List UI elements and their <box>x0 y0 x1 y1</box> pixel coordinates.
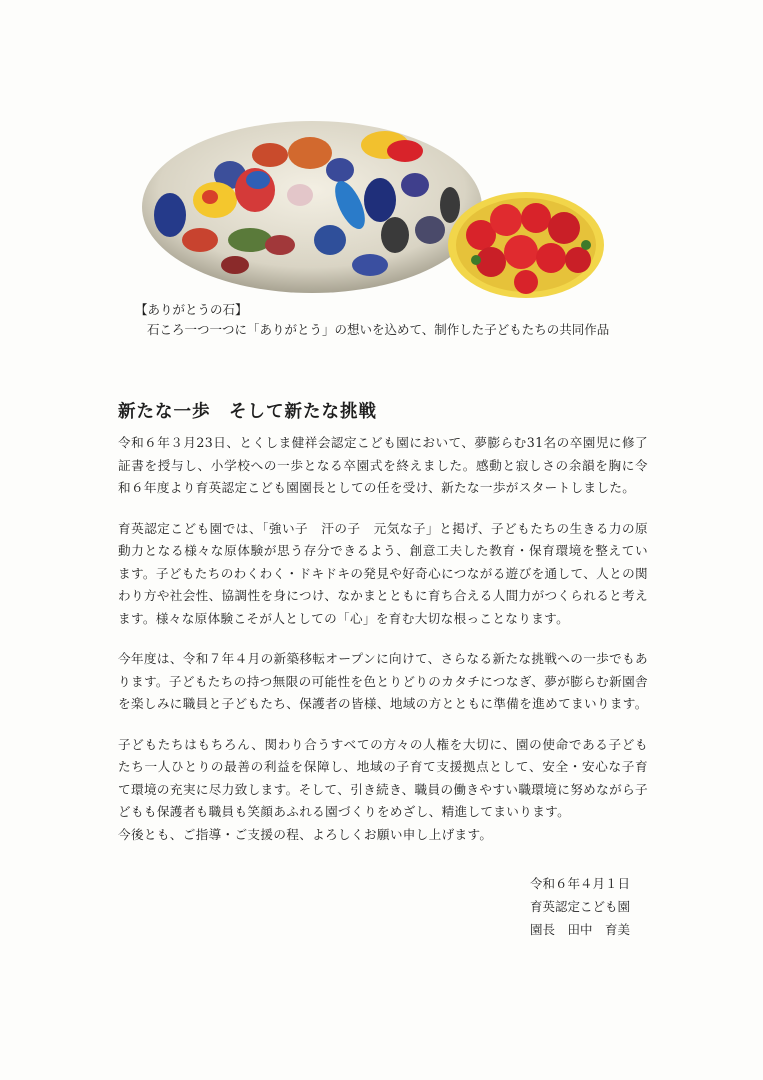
paragraph-5: 今後とも、ご指導・ご支援の程、よろしくお願い申し上げます。 <box>118 826 493 842</box>
page-title: 新たな一歩 そして新たな挑戦 <box>118 402 377 422</box>
photo-area <box>140 115 610 305</box>
paragraph-4: 子どもたちはもちろん、関わり合うすべての方々の人権を大切に、園の使命である子どもたち一人ひとりの最善の利益を保障し、地域の子育て支援拠点として、安全・安心な子育て環境の充実に尽力致します。そして、引き続き、職員の働きやすい職環境に努めながら子どもも保護者も職員も笑顔あふれる園づくりをめざし、精進してまいります。 <box>118 736 648 819</box>
carnation-photo <box>446 190 606 300</box>
paragraph-3: 今年度は、令和７年４月の新築移転オープンに向けて、さらなる新たな挑戦への一歩でもあります。子どもたちの持つ無限の可能性を色とりどりのカタチにつなぎ、夢が膨らむ新園舎を楽しみに職員と子どもたち、保護者の皆様、地域の方とともに準備を進めてまいります。 <box>118 651 648 711</box>
paragraph-1: 令和６年３月23日、とくしま健祥会認定こども園において、夢膨らむ31名の卒園児に修了証書を授与し、小学校への一歩となる卒園式を終えました。感動と寂しさの余韻を胸に令和６年度より育英認定こども園園長としての任を受け、新たな一歩がスタートしました。 <box>118 435 648 495</box>
thank-you-stone-photo <box>140 115 485 300</box>
signature-name: 園長 田中 育美 <box>530 922 631 937</box>
photo-caption <box>135 300 655 340</box>
caption-title: 【ありがとうの石】 <box>135 302 248 317</box>
caption-text: 石ころ一つ一つに「ありがとう」の想いを込めて、制作した子どもたちの共同作品 <box>147 322 610 337</box>
message-body <box>118 432 648 864</box>
signature-org: 育英認定こども園 <box>530 899 631 914</box>
signature-date: 令和６年４月１日 <box>530 876 631 891</box>
signature-block <box>530 872 630 941</box>
paragraph-2: 育英認定こども園では、「強い子 汗の子 元気な子」と掲げ、子どもたちの生きる力の原動力となる様々な原体験が思う存分できるよう、創意工夫した教育・保育環境を整えています。子どもたちのわくわく・ドキドキの発見や好奇心につながる遊びを通して、人との関わり方や社会性、協調性を身につけ、なかまとともに育ち合える人間力がつくられると考えます。様々な原体験こそが人としての「心」を育む大切な根っことなります。 <box>118 520 648 626</box>
